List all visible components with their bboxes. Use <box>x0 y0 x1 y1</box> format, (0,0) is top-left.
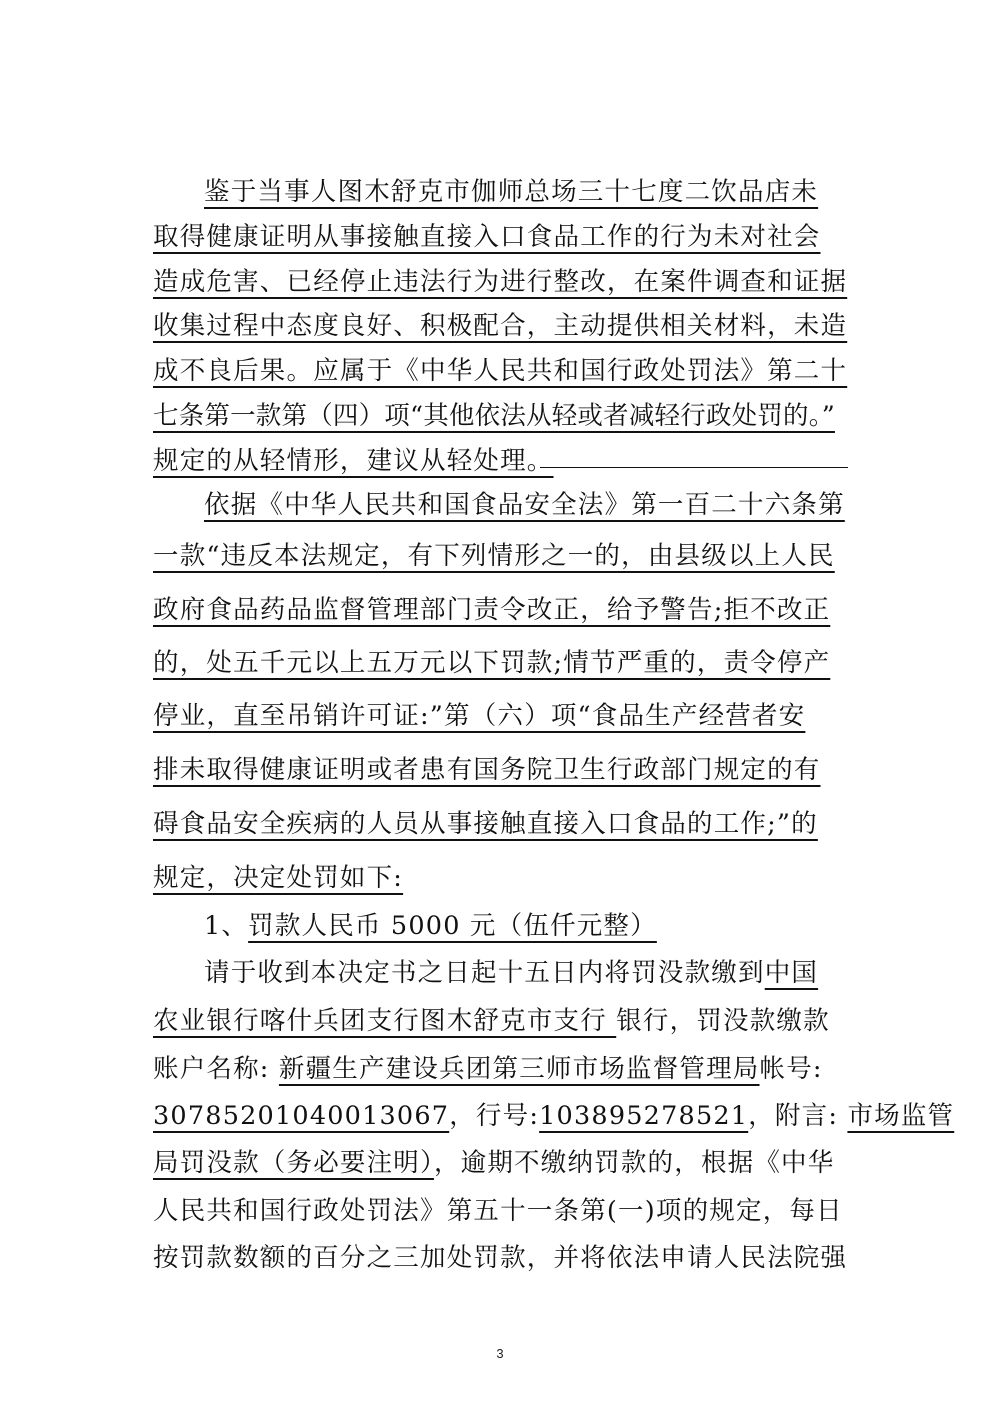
paragraph-2-line-8: 规定，决定处罚如下: <box>153 863 404 893</box>
paragraph-2-line-2: 一款“违反本法规定，有下列情形之一的，由县级以上人民 <box>153 541 835 571</box>
paragraph-2-line-5: 停业，直至吊销许可证:”第（六）项“食品生产经营者安 <box>153 701 806 731</box>
payment-intro: 请于收到本决定书之日起十五日内将罚没款缴到 <box>204 958 765 988</box>
paragraph-2-line-6: 排未取得健康证明或者患有国务院卫生行政部门规定的有 <box>153 755 821 785</box>
bank-code-label: 行号: <box>475 1101 540 1131</box>
paragraph-1-line-7: 规定的从轻情形，建议从轻处理。 <box>153 446 554 476</box>
memo-part-1: 市场监管 <box>847 1101 955 1131</box>
paragraph-2-line-3: 政府食品药品监督管理部门责令改正，给予警告;拒不改正 <box>153 595 831 625</box>
payment-line-1 <box>204 958 819 988</box>
memo-label: 附言: <box>774 1101 839 1131</box>
payment-line-4: 30785201040013067，行号:103895278521，附言: 市场监管 <box>153 1101 955 1131</box>
payment-line-7: 按罚款数额的百分之三加处罚款，并将依法申请人民法院强 <box>153 1243 848 1273</box>
payment-bank-part-2: 农业银行喀什兵团支行图木舒克市支行 <box>153 1006 617 1036</box>
paragraph-2-line-7: 碍食品安全疾病的人员从事接触直接入口食品的工作;”的 <box>153 809 818 839</box>
paragraph-2-line-1: 依据《中华人民共和国食品安全法》第一百二十六条第 <box>204 490 845 520</box>
penalty-item-number: 1、 <box>204 911 249 941</box>
penalty-item <box>204 911 657 941</box>
paragraph-1-line-6: 七条第一款第（四）项“其他依法从轻或者减轻行政处罚的。” <box>153 401 835 431</box>
memo-part-2: 局罚没款（务必要注明） <box>153 1148 434 1178</box>
payment-line-5 <box>153 1148 835 1178</box>
paragraph-1-line-3: 造成危害、已经停止违法行为进行整改，在案件调查和证据 <box>153 267 848 297</box>
paragraph-2-line-4: 的，处五千元以上五万元以下罚款;情节严重的，责令停产 <box>153 648 831 678</box>
payment-bank-part-1: 中国 <box>764 958 819 988</box>
paragraph-1-line-4: 收集过程中态度良好、积极配合，主动提供相关材料，未造 <box>153 311 848 341</box>
account-name-label: 账户名称: <box>153 1054 270 1084</box>
account-number-label: 帐号: <box>759 1054 823 1084</box>
page-number: 3 <box>496 1346 504 1361</box>
paragraph-1-trailing-rule <box>540 467 848 468</box>
payment-line-6: 人民共和国行政处罚法》第五十一条第(一)项的规定，每日 <box>153 1196 843 1226</box>
payment-line-3 <box>153 1054 823 1084</box>
payment-line-2 <box>153 1006 830 1036</box>
account-number: 30785201040013067 <box>153 1101 450 1131</box>
payment-bank-suffix: 银行，罚没款缴款 <box>616 1006 830 1036</box>
paragraph-1-line-2: 取得健康证明从事接触直接入口食品工作的行为未对社会 <box>153 222 821 252</box>
penalty-item-text: 罚款人民币 5000 元（伍仟元整） <box>248 911 657 941</box>
bank-code: 103895278521 <box>539 1101 749 1131</box>
paragraph-1-line-5: 成不良后果。应属于《中华人民共和国行政处罚法》第二十 <box>153 356 848 386</box>
account-name: 新疆生产建设兵团第三师市场监督管理局 <box>278 1054 760 1084</box>
payment-tail-1: ，逾期不缴纳罚款的，根据《中华 <box>433 1148 835 1178</box>
paragraph-1-line-1: 鉴于当事人图木舒克市伽师总场三十七度二饮品店未 <box>204 177 819 207</box>
